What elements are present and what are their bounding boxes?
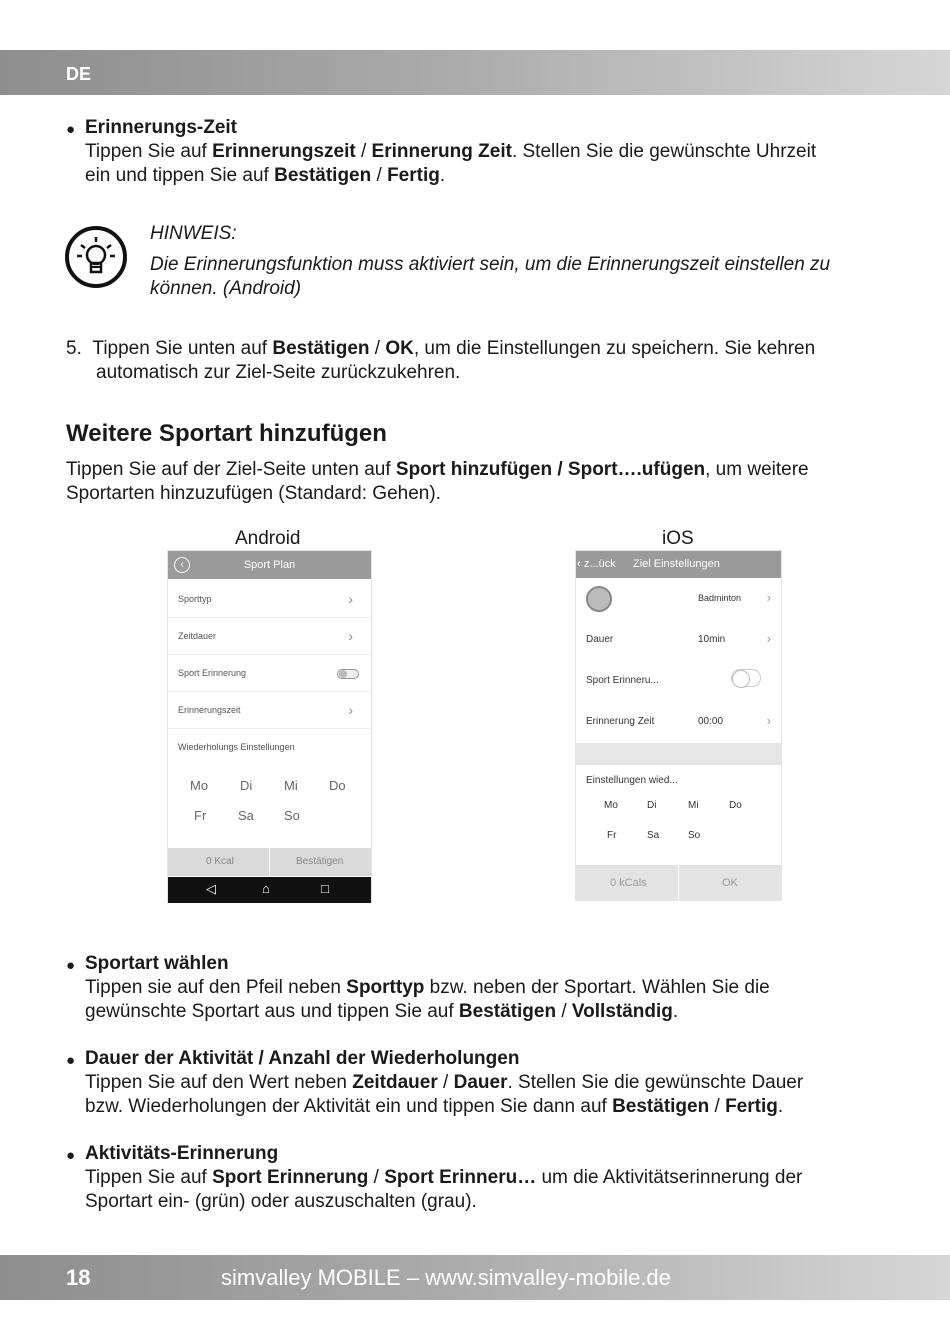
bullet-erinnerung (66, 1142, 886, 1214)
android-row-wiederholung: Wiederholungs Einstellungen (178, 742, 295, 752)
android-row-zeitdauer[interactable]: Zeitdauer › (168, 618, 371, 655)
kcal-label: 0 Kcal (206, 856, 234, 867)
paragraph-line: ein und tippen Sie auf Bestätigen / Fertig. (85, 165, 446, 186)
day-so[interactable]: So (284, 808, 300, 823)
confirm-button[interactable]: Bestätigen (296, 856, 344, 867)
repeat-label: Einstellungen wied... (586, 775, 678, 786)
android-row-sporttyp[interactable]: Sporttyp › (168, 581, 371, 618)
zeit-label: Erinnerung Zeit (586, 716, 655, 727)
bullet-dauer (66, 1047, 886, 1119)
ios-topbar (576, 551, 781, 578)
chevron-right-icon: › (766, 590, 771, 605)
intro-line: Sportarten hinzuzufügen (Standard: Gehen). (66, 483, 441, 504)
divider (678, 865, 679, 901)
android-navbar (168, 877, 371, 903)
back-triangle-icon[interactable]: ◁ (206, 881, 216, 896)
day-sa[interactable]: Sa (238, 808, 254, 823)
step-5 (66, 337, 886, 385)
ok-button[interactable]: OK (722, 877, 738, 889)
lightbulb-icon (64, 225, 128, 289)
day-so[interactable]: So (688, 830, 701, 841)
bullet-dot: ● (66, 1147, 76, 1164)
ios-screenshot (575, 550, 782, 901)
note-title: HINWEIS: (150, 223, 237, 244)
bullet-title: Aktivitäts-Erinnerung (85, 1143, 279, 1164)
section-erinnerungs-zeit (66, 116, 886, 188)
android-label: Android (235, 528, 301, 549)
section-heading: Weitere Sportart hinzufügen (66, 420, 387, 447)
page-number: 18 (66, 1265, 91, 1290)
bullet-line: gewünschte Sportart aus und tippen Sie auf Bestätigen / Vollständig. (85, 1001, 679, 1022)
chevron-right-icon: › (348, 591, 353, 607)
dauer-value: 10min (698, 634, 726, 645)
day-do[interactable]: Do (329, 778, 346, 793)
bullet-sportart (66, 952, 886, 1024)
back-icon[interactable]: ‹ (174, 557, 190, 573)
sport-value: Badminton (698, 593, 742, 603)
bullet-line: Tippen sie auf den Pfeil neben Sporttyp bzw. neben der Sportart. Wählen Sie die (85, 977, 770, 998)
day-do[interactable]: Do (729, 800, 742, 811)
day-di[interactable]: Di (647, 800, 657, 811)
chevron-right-icon: › (766, 713, 771, 728)
reminder-label: Sport Erinneru... (586, 675, 659, 686)
day-mo[interactable]: Mo (190, 778, 209, 793)
chevron-right-icon: › (348, 702, 353, 718)
android-screenshot (167, 550, 372, 903)
day-fr[interactable]: Fr (607, 830, 617, 841)
chevron-right-icon: › (348, 628, 353, 644)
note-line: Die Erinnerungsfunktion muss aktiviert sein, um die Erinnerungszeit einstellen zu (150, 254, 831, 275)
paragraph-line: Tippen Sie auf Erinnerungszeit / Erinnerung Zeit. Stellen Sie die gewünschte Uhrzeit (85, 141, 817, 162)
kcal-label: 0 kCals (610, 877, 647, 889)
bullet-line: Tippen Sie auf den Wert neben Zeitdauer / Dauer. Stellen Sie die gewünschte Dauer (85, 1072, 804, 1093)
android-topbar (168, 551, 371, 579)
ios-label: iOS (662, 528, 694, 549)
bullet-dot: ● (66, 121, 76, 138)
bullet-title: Sportart wählen (85, 953, 229, 974)
sport-avatar-icon (586, 586, 612, 612)
section-separator (576, 743, 781, 765)
chevron-right-icon: › (766, 631, 771, 646)
section-title: Erinnerungs-Zeit (85, 117, 238, 138)
day-mi[interactable]: Mi (688, 800, 699, 811)
zeit-value: 00:00 (698, 716, 724, 727)
section-intro (66, 458, 886, 506)
day-sa[interactable]: Sa (647, 830, 660, 841)
footer-website: simvalley MOBILE – www.simvalley-mobile.de (221, 1265, 671, 1290)
note-box (150, 222, 890, 301)
toggle-switch[interactable] (337, 669, 359, 679)
day-fr[interactable]: Fr (194, 808, 207, 823)
day-di[interactable]: Di (240, 778, 253, 793)
android-bottom-bar (168, 848, 371, 876)
divider (269, 848, 270, 876)
header-bar (0, 50, 950, 95)
footer-bar (0, 1255, 950, 1300)
bullet-line: bzw. Wiederholungen der Aktivität ein und tippen Sie dann auf Bestätigen / Fertig. (85, 1096, 784, 1117)
toggle-switch[interactable] (731, 669, 761, 687)
ios-title: Ziel Einstellungen (633, 558, 720, 570)
bullet-line: Sportart ein- (grün) oder auszuschalten (grau). (85, 1191, 477, 1212)
bullet-dot: ● (66, 957, 76, 974)
ios-bottom-bar (576, 865, 781, 901)
home-icon[interactable]: ⌂ (262, 881, 270, 896)
android-title: Sport Plan (243, 559, 296, 571)
day-mo[interactable]: Mo (604, 800, 618, 811)
day-mi[interactable]: Mi (284, 778, 298, 793)
step-line: 5. Tippen Sie unten auf Bestätigen / OK, um die Einstellungen zu speichern. Sie kehren (66, 338, 816, 359)
intro-line: Tippen Sie auf der Ziel-Seite unten auf Sport hinzufügen / Sport….ufügen, um weitere (66, 459, 809, 480)
bullet-dot: ● (66, 1052, 76, 1069)
bullet-title: Dauer der Aktivität / Anzahl der Wiederholungen (85, 1048, 520, 1069)
bullet-line: Tippen Sie auf Sport Erinnerung / Sport Erinneru… um die Aktivitätserinnerung der (85, 1167, 803, 1188)
recent-apps-icon[interactable]: □ (321, 881, 329, 896)
note-line: können. (Android) (150, 278, 302, 299)
android-row-sport-erinnerung[interactable]: Sport Erinnerung (168, 655, 371, 692)
step-line: automatisch zur Ziel-Seite zurückzukehren. (96, 362, 461, 383)
android-row-erinnerungszeit[interactable]: Erinnerungszeit › (168, 692, 371, 729)
dauer-label: Dauer (586, 634, 614, 645)
back-chevron-icon[interactable]: ‹ (577, 558, 581, 570)
back-button[interactable]: z...ück (584, 558, 616, 570)
language-label: DE (66, 64, 92, 84)
